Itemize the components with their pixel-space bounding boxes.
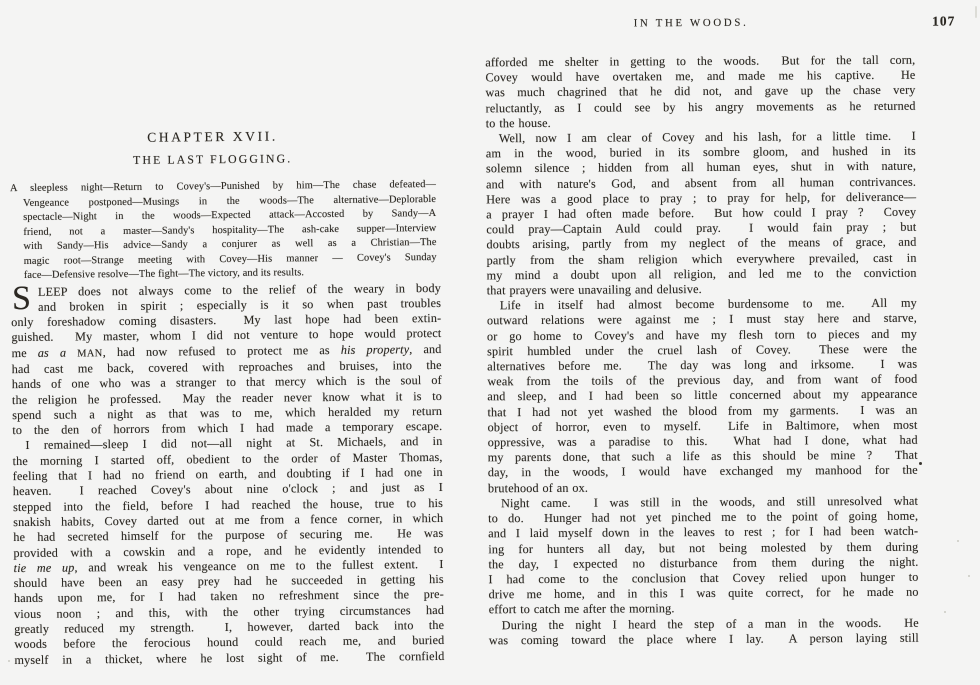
text-segment: weak from the toils of the previous day, and from want of food (487, 371, 918, 389)
left-page (9, 128, 445, 668)
text-segment: my mind a doubt upon all religion, and led me to the conviction (486, 265, 917, 283)
synopsis-line: spectacle—Night in the woods—Expected attack—Accosted by Sandy—A (23, 207, 437, 223)
synopsis-line: Vengeance postponed—Musings in the woods—The alternative—Deplorable (23, 193, 437, 209)
text-segment: I remained—sleep I did not—all night at St. Michaels, and in (25, 434, 443, 453)
text-segment: I had come to the conclusion that Covey relied upon hunger to (488, 569, 919, 587)
text-line (489, 585, 919, 603)
text-segment: or go home to Covey's and have my flesh torn to pieces and my (486, 326, 918, 343)
text-segment: and I laid myself down in the leaves to rest ; for I had been watch- (488, 523, 919, 541)
text-segment: object of horror, even to myself. Life in Baltimore, when most (487, 417, 918, 435)
text-segment: am in the wood, buried in its sombre gloom, and hushed in its (485, 143, 916, 161)
text-segment: hands upon me, for I had taken no refreshment since the pre- (13, 587, 444, 606)
text-segment: the religion he professed. May the reader never know what it is to (11, 388, 443, 407)
text-segment: feeling that I had no friend on earth, and doubting if I had one in (12, 465, 443, 484)
text-segment: stepped into the field, before I had reached the house, true to his (12, 495, 444, 514)
text-segment: snakish habits, Covey darted out at me from a fence corner, in which (13, 510, 444, 530)
right-page (485, 13, 956, 649)
text-segment: Life in itself had almost become burdensome to me. All my (499, 295, 917, 313)
text-segment: heaven. I reached Covey's about nine o'clock ; and just as I (12, 480, 443, 499)
text-segment: reluctantly, as I could see by his angry movements as he returned (485, 98, 916, 115)
text-segment: was much chagrined that he did not, and gave up the chase very (485, 83, 916, 100)
text-segment: , and (409, 341, 442, 356)
text-segment: MAN (77, 347, 103, 360)
text-segment: vious noon ; and this, with the other trying circumstances had (13, 602, 445, 621)
text-segment: to the den of horrors from which I had made a temporary escape. (12, 419, 443, 438)
scan-speck (8, 660, 10, 662)
text-segment: and with nature's God, and absent from all human contrivances. (486, 174, 917, 191)
text-segment: spend such a night as that was to me, which heralded my return (12, 403, 443, 422)
synopsis-line: with Sandy—His advice—Sandy a conjurer as well as a Christian—The (23, 236, 437, 252)
text-segment: tie me up (13, 560, 75, 575)
text-segment: his property (340, 341, 410, 357)
scan-speck (968, 575, 970, 577)
text-segment: should have been an easy prey had he succeeded in getting his (13, 572, 444, 591)
text-segment: Well, now I am clear of Covey and his lash, for a little time. I (498, 128, 916, 146)
scan-speck (944, 611, 946, 613)
text-segment: oppressive, was a paradise to this. What had I done, what had (487, 432, 918, 450)
text-segment: woods before the ferocious hound could reach me, and buried (14, 633, 445, 652)
text-segment: day, in the woods, I would have exchanged my manhood for the (487, 463, 918, 480)
text-segment: that prayers were unavailing and delusive. (486, 282, 702, 298)
synopsis-line: face—Defensive resolve—The fight—The victory, and its results. (23, 267, 305, 281)
chapter-heading: CHAPTER XVII. (147, 128, 278, 145)
drop-cap: S (11, 279, 32, 317)
text-segment: a prayer I had often made before. But how could I pray ? Covey (486, 204, 917, 222)
text-segment: that I had not yet washed the blood from my garments. I was an (487, 402, 918, 419)
paragraph (485, 53, 915, 132)
text-segment: Here was a good place to pray ; to pray for help, for deliverance— (486, 189, 917, 207)
text-segment: During the night I heard the step of a man in the woods. He (501, 615, 919, 632)
text-segment: had cast me back, covered with reproaches and bruises, into the (11, 357, 442, 377)
text-line (14, 649, 444, 668)
text-segment: , had now refused to protect me as (102, 342, 341, 359)
paragraph (488, 494, 919, 618)
text-segment: alternatives before me. The day was long and irksome. I was (487, 356, 918, 374)
right-page-text (485, 53, 919, 649)
scan-speck (919, 462, 922, 465)
paragraph (486, 129, 917, 299)
text-segment: afforded me shelter in getting to the woods. But for the tall corn, (485, 52, 916, 70)
text-segment: guished. My master, whom I did not venture to hope would protect (11, 326, 442, 345)
text-line (486, 98, 916, 116)
chapter-title: THE LAST FLOGGING. (133, 151, 293, 167)
text-segment: solemn silence ; hidden from all human eyes, shut in with nature, (485, 159, 917, 176)
text-segment: could pray—Captain Auld could pray. I would fain pray ; but (486, 219, 917, 237)
text-segment: Night came. I was still in the woods, and still unresolved what (500, 493, 919, 511)
text-segment: drive me home, and in this I was quite correct, for he made no (488, 584, 919, 602)
text-segment: my parents done, that such a life as this should be mine ? That (487, 447, 918, 465)
scan-edge-mark (975, 6, 977, 18)
text-segment: effort to catch me after the morning. (488, 601, 675, 617)
text-segment: LEEP does not always come to the relief of the weary in body (37, 280, 442, 299)
text-line (488, 463, 918, 481)
chapter-headings (9, 128, 415, 168)
left-page-text (11, 280, 445, 668)
text-segment: doubts arising, partly from my neglect of the means of grace, and (486, 235, 917, 252)
text-segment: only foreshadow coming disasters. My last hope had been extin- (11, 311, 442, 330)
text-segment: and sleep, and I had been so little concerned about my appearance (487, 387, 918, 404)
paragraph (489, 615, 919, 648)
text-segment: Covey would have overtaken me, and made me his captive. He (485, 67, 916, 85)
page-number: 107 (932, 13, 956, 29)
text-segment: outward relations were against me ; I must stay here and starve, (486, 311, 917, 328)
text-segment: , and wreak his vengeance on me to the fullest extent. I (74, 556, 444, 575)
text-segment: to do. Hunger had not yet pinched me to the point of going home, (488, 508, 919, 526)
text-segment: was coming toward the place where I lay. A person laying still (488, 630, 919, 648)
scan-speck (957, 540, 959, 542)
text-segment: partly from the sham religion which everywhere prevailed, cast in (486, 250, 917, 267)
paragraph (487, 296, 918, 496)
text-segment: provided with a cowskin and a rope, and he evidently intended to (13, 541, 444, 560)
text-segment: spirit humbled under the cruel lash of Covey. These were the (487, 341, 918, 359)
text-segment: hands of one who was a stranger to that mercy which is the soul of (11, 373, 442, 392)
text-segment: myself in a thicket, where he lost sight of me. The cornfield (14, 648, 445, 667)
text-segment: as a (37, 345, 67, 360)
running-header: IN THE WOODS. (633, 16, 749, 30)
text-line (489, 630, 919, 648)
text-segment: greatly reduced my strength. I, however, darted back into the (14, 617, 445, 637)
text-line (487, 266, 917, 284)
synopsis-line: A sleepless night—Return to Covey's—Punished by him—The chase defeated— (9, 178, 437, 195)
paragraph (11, 280, 442, 438)
text-segment: me (11, 345, 38, 360)
text-segment: the day, I expected no disturbance from them during the night. (488, 554, 919, 572)
synopsis-line: friend, not a master—Sandy's hospitality—The ash-cake supper—Interview (23, 222, 437, 238)
text-segment: brutehood of an ox. (487, 480, 589, 495)
synopsis-line: magic root—Strange meeting with Covey—His manner — Covey's Sunday (23, 251, 437, 267)
text-segment: the morning I started off, obedient to the order of Master Thomas, (12, 449, 443, 468)
text-segment: ing for hunters all day, but not being molested by them during (488, 539, 919, 556)
text-segment: he had secreted himself for the purpose of securing me. He was (13, 526, 444, 545)
chapter-synopsis (10, 178, 437, 284)
paragraph (12, 434, 444, 668)
text-segment: and broken in spirit ; especially is it so when past troubles (38, 295, 442, 314)
text-segment: to the house. (485, 115, 551, 131)
text-segment (66, 345, 77, 359)
